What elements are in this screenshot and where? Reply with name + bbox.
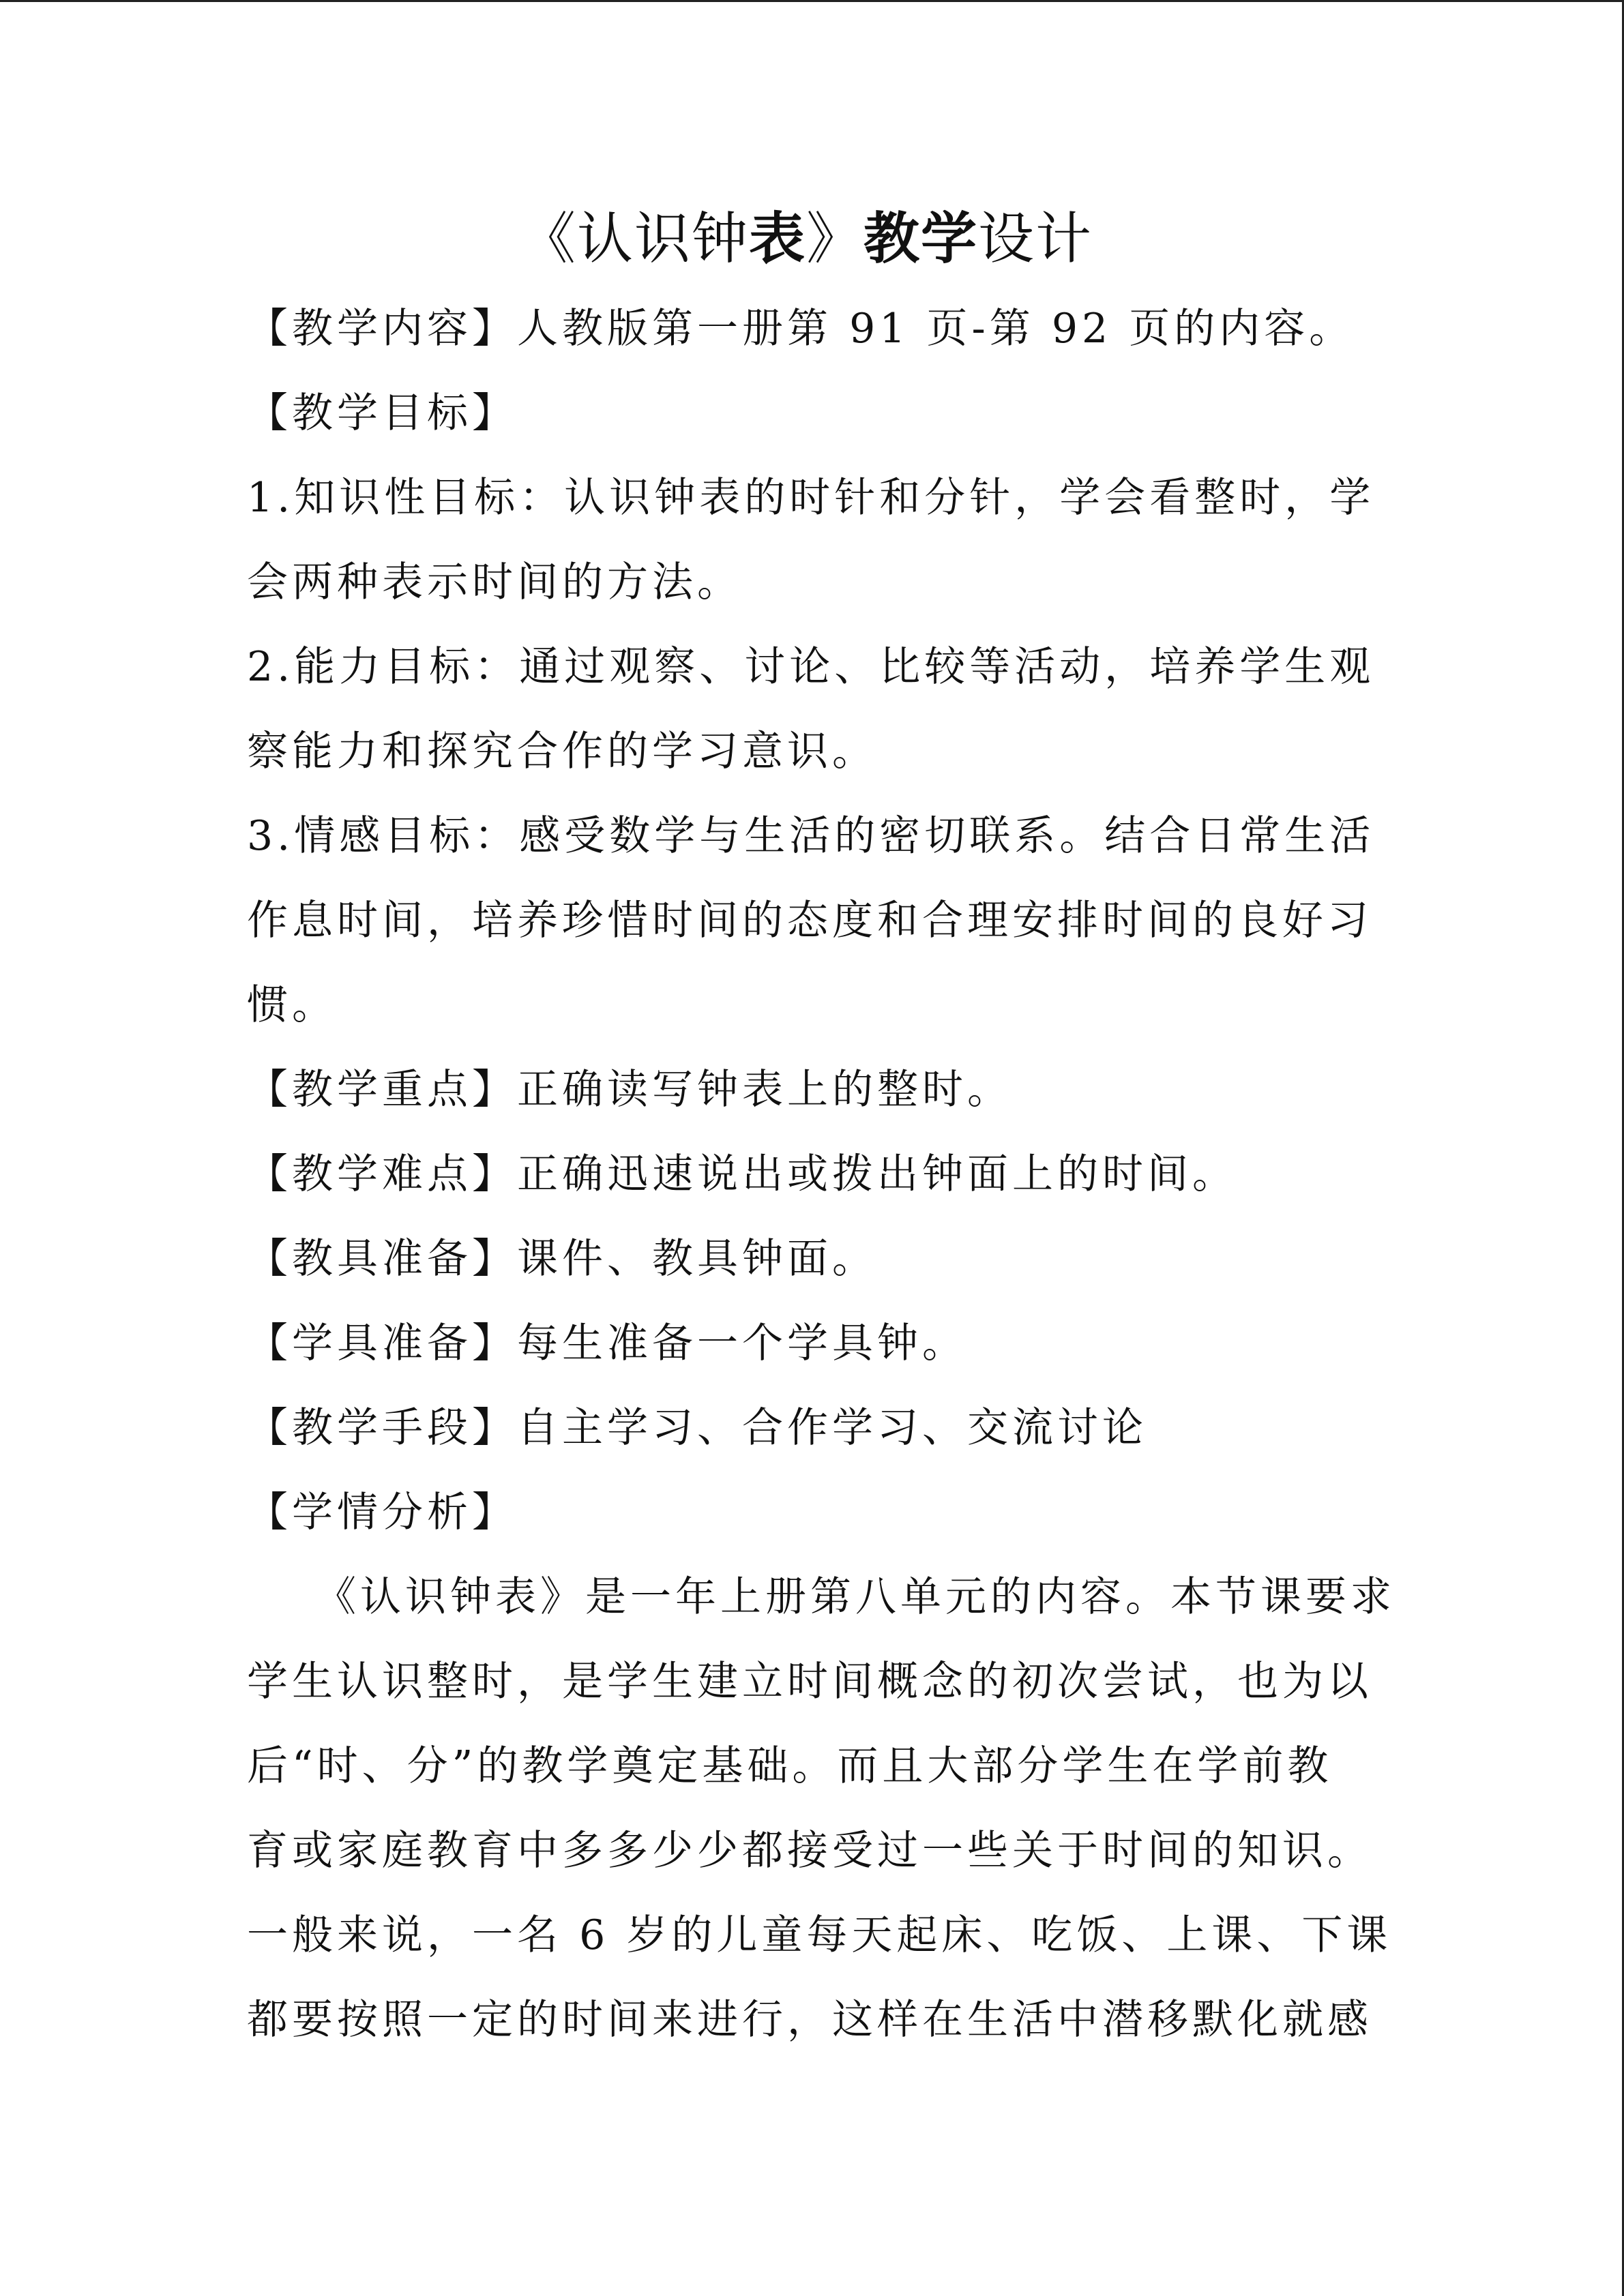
objective-ability-line: 察能力和探究合作的学习意识。: [247, 728, 877, 775]
title-segment: 》: [806, 207, 863, 271]
objective-emotion-line: 3.情感目标：感受数学与生活的密切联系。结合日常生活: [247, 812, 1375, 860]
page-border-top: [0, 0, 1624, 2]
objective-emotion-line: 作息时间，培养珍惜时间的态度和合理安排时间的良好习: [247, 897, 1372, 944]
title-segment: 设计: [978, 207, 1093, 271]
teaching-focus-line: 【教学重点】正确读写钟表上的整时。: [247, 1066, 1012, 1114]
title-segment-bold: 表: [748, 206, 806, 271]
section-heading-objectives: 【教学目标】: [247, 389, 517, 437]
objective-ability-line: 2.能力目标：通过观察、讨论、比较等活动，培养学生观: [247, 643, 1375, 691]
analysis-paragraph-line: 学生认识整时，是学生建立时间概念的初次尝试，也为以: [247, 1658, 1372, 1705]
teaching-methods-line: 【教学手段】自主学习、合作学习、交流讨论: [247, 1404, 1147, 1452]
title-segment-bold: 教学: [863, 206, 979, 271]
analysis-paragraph-line: 后“时、分”的教学奠定基础。而且大部分学生在学前教: [247, 1742, 1333, 1790]
student-materials-line: 【学具准备】每生准备一个学具钟。: [247, 1320, 967, 1367]
objective-knowledge-line: 1.知识性目标：认识钟表的时针和分针，学会看整时，学: [247, 474, 1375, 522]
document-page: [247, 191, 1396, 2062]
analysis-paragraph-line: 都要按照一定的时间来进行，这样在生活中潜移默化就感: [247, 1996, 1372, 2044]
section-heading-analysis: 【学情分析】: [247, 1489, 517, 1536]
document-title: [247, 191, 1365, 286]
teaching-content-line: 【教学内容】人教版第一册第 91 页-第 92 页的内容。: [247, 305, 1355, 353]
analysis-paragraph-line: 《认识钟表》是一年上册第八单元的内容。本节课要求: [315, 1573, 1396, 1621]
analysis-paragraph-line: 一般来说，一名 6 岁的儿童每天起床、吃饭、上课、下课: [247, 1911, 1392, 1959]
teaching-difficulty-line: 【教学难点】正确迅速说出或拨出钟面上的时间。: [247, 1150, 1237, 1198]
analysis-paragraph-line: 育或家庭教育中多多少少都接受过一些关于时间的知识。: [247, 1827, 1372, 1875]
objective-emotion-line: 惯。: [247, 981, 337, 1029]
objective-knowledge-line: 会两种表示时间的方法。: [247, 558, 742, 606]
title-segment: 《认识钟: [519, 207, 749, 271]
teacher-materials-line: 【教具准备】课件、教具钟面。: [247, 1235, 877, 1283]
